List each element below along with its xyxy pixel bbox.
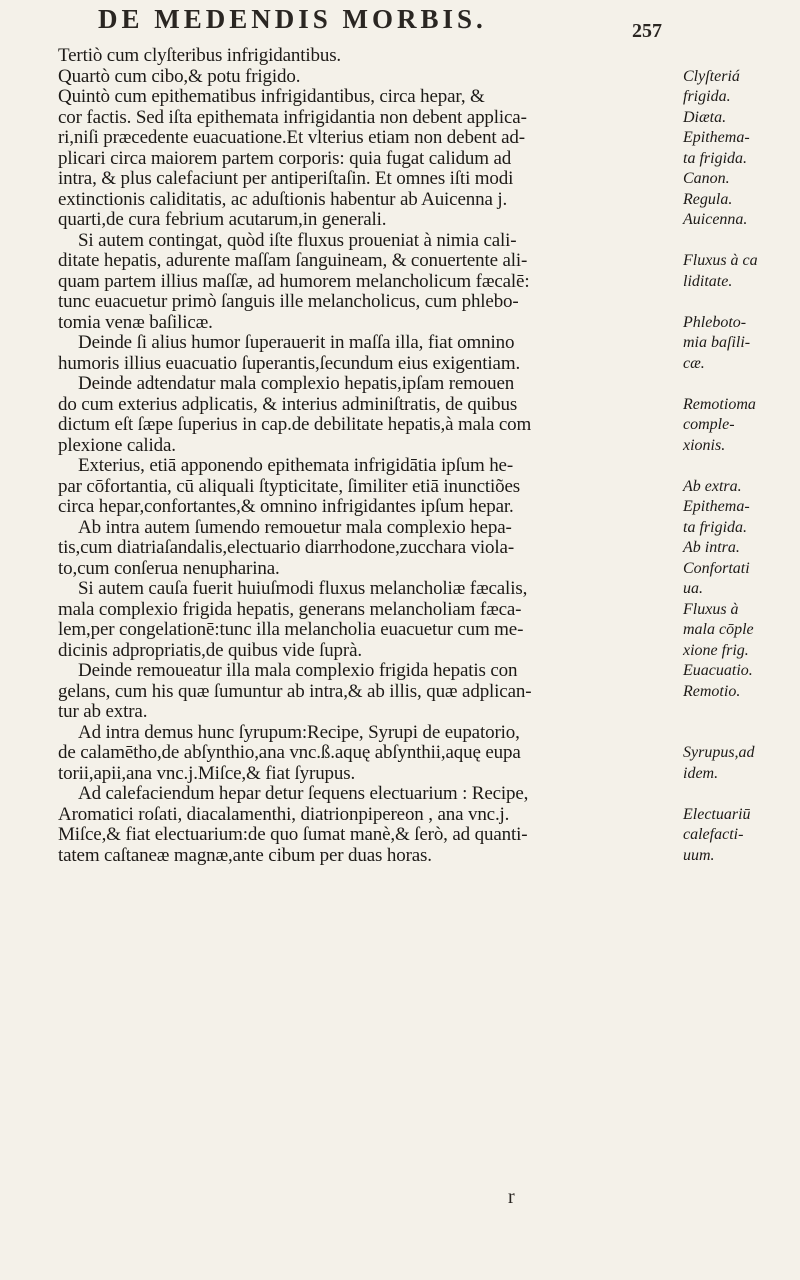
margin-note: Electuariū [683,805,751,823]
margin-note: Canon. [683,170,730,187]
margin-note: idem. [683,764,719,782]
text-line: Exterius, etiā apponendo epithemata infrigidātia ipſum he- [78,455,514,476]
margin-note [683,456,798,477]
margin-note: liditate. [683,272,733,290]
text-line: humoris illius euacuatio ſuperantis,ſecundum eius exigentiam. [58,352,521,374]
margin-note: Phleboto- [683,313,747,331]
margin-note: mala cōple [683,621,754,638]
text-line: Si autem cauſa fuerit huiuſmodi fluxus melancholiæ fæcalis, [78,578,528,599]
text-line: dicinis adpropriatis,de quibus vide ſuprà. [58,639,362,661]
margin-note: Fluxus à ca [683,252,758,269]
text-line: Deinde remoueatur illa mala complexio frigida hepatis con [78,660,518,681]
text-line: plexione calida. [58,434,176,456]
margin-note: ta frigida. [683,518,748,536]
signature-mark: r [508,1186,515,1208]
text-line: Si autem contingat, quòd iſte fluxus proueniat à nimia cali- [78,229,517,251]
margin-note: ua. [683,580,703,597]
margin-note: Regula. [683,190,733,208]
margin-note: Diæta. [683,108,727,126]
margin-note: Syrupus,ad [683,744,755,761]
text-line: tatem caſtaneæ magnæ,ante cibum per duas horas. [58,844,432,866]
margin-note: Epithema- [683,498,750,515]
body-text [58,46,674,866]
text-line: plicari circa maiorem partem corporis: quia fugat calidum ad [58,147,512,169]
text-line: Miſce,& fiat electuarium:de quo ſumat manè,& ſerò, ad quanti- [58,824,528,845]
text-line: tur ab extra. [58,701,148,722]
margin-note: Ab intra. [683,539,740,556]
margin-note: Auicenna. [683,211,748,228]
page-number: 257 [632,20,662,42]
text-line: Ab intra autem ſumendo remouetur mala complexio hepa- [78,516,512,538]
text-line: mala complexio frigida hepatis, generans melancholiam fæca- [58,598,522,620]
text-line: torii,apii,ana vnc.j.Miſce,& fiat ſyrupus. [58,762,356,784]
text-line: to,cum conſerua nenupharina. [58,557,280,579]
margin-note: Euacuatio. [683,662,753,679]
text-line: circa hepar,confortantes,& omnino infrigidantes ipſum hepar. [58,496,514,517]
margin-note [683,702,798,723]
margin-note: xionis. [683,436,726,454]
text-line: tomia venæ baſilicæ. [58,311,213,333]
text-line: gelans, cum his quæ ſumuntur ab intra,& ab illis, quæ adplican- [58,680,532,702]
text-line: de calamētho,de abſynthio,ana vnc.ß.aquę abſynthii,aquę eupa [58,742,521,763]
margin-note [683,723,798,744]
text-line: quarti,de cura febrium acutarum,in generali. [58,209,387,230]
margin-note: cæ. [683,354,705,372]
text-line: Deinde adtendatur mala complexio hepatis,ipſam remouen [78,373,515,394]
text-line: dictum eſt ſæpe ſuperius in cap.de debilitate hepatis,à mala com [58,414,532,435]
margin-note [683,784,798,805]
margin-note: comple- [683,416,735,433]
margin-notes [683,46,798,866]
margin-note: Confortati [683,559,750,577]
text-line: quam partem illius maſſæ, ad humorem melancholicum fæcalē: [58,270,530,292]
text-line: Ad calefaciendum hepar detur ſequens electuarium : Recipe, [78,783,529,804]
text-line: extinctionis caliditatis, ac aduſtionis habentur ab Auicenna j. [58,188,508,210]
text-line: ri,niſi præcedente euacuatione.Et vlterius etiam non debent ad- [58,127,525,148]
margin-note [683,374,798,395]
text-line: intra, & plus calefaciunt per antiperiſtaſin. Et omnes iſti modi [58,168,514,189]
running-head: DE MEDENDIS MORBIS. [98,4,487,34]
page-header [0,4,800,44]
text-line: Tertiò cum clyſteribus infrigidantibus. [58,45,342,66]
margin-note: xione frig. [683,641,749,659]
margin-note [683,292,798,313]
text-line: lem,per congelationē:tunc illa melancholia euacuetur cum me- [58,619,524,640]
margin-note: Remotio. [683,682,741,700]
margin-note: calefacti- [683,826,744,843]
text-line: cor factis. Sed iſta epithemata infrigidantia non debent applica- [58,106,527,128]
margin-note: Fluxus à [683,600,739,618]
margin-note [683,231,798,252]
margin-note [683,46,798,67]
margin-note: uum. [683,846,715,864]
text-line: tis,cum diatriaſandalis,electuario diarrhodone,zucchara viola- [58,537,514,558]
text-line: Quintò cum epithematibus infrigidantibus, circa hepar, & [58,86,485,107]
text-line: Aromatici roſati, diacalamenthi, diatrionpipereon , ana vnc.j. [58,803,510,825]
margin-note: Remotioma [683,395,756,413]
text-line: do cum exterius adplicatis, & interius adminiſtratis, de quibus [58,393,518,415]
margin-note: frigida. [683,88,731,105]
margin-note: Epithema- [683,129,750,146]
text-line: Quartò cum cibo,& potu frigido. [58,65,301,87]
text-line: tunc euacuetur primò ſanguis ille melancholicus, cum phlebo- [58,291,519,312]
margin-note: Ab extra. [683,477,742,495]
margin-note: Clyſteriá [683,67,740,85]
text-line: par cōfortantia, cū aliquali ſtypticitate, ſimiliter etiā inunctiões [58,475,520,497]
text-line: Ad intra demus hunc ſyrupum:Recipe, Syrupi de eupatorio, [78,721,520,743]
text-line: Deinde ſi alius humor ſuperauerit in maſſa illa, fiat omnino [78,332,515,353]
text-line: ditate hepatis, adurente maſſam ſanguineam, & conuertente ali- [58,250,528,271]
margin-note: ta frigida. [683,149,748,167]
margin-note: mia baſili- [683,334,751,351]
